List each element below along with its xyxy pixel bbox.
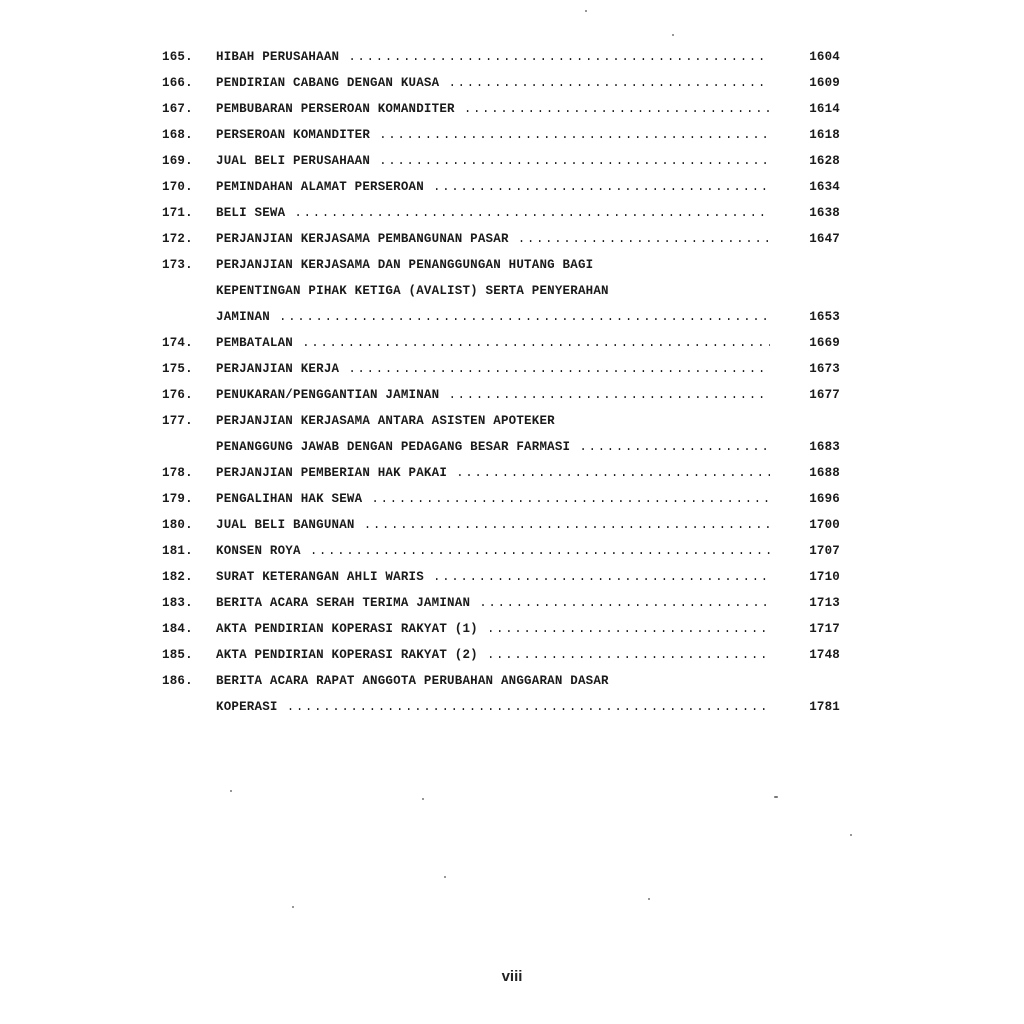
- toc-entry-number: 171.: [162, 206, 193, 220]
- toc-line: [162, 382, 850, 408]
- toc-entry-title: BERITA ACARA RAPAT ANGGOTA PERUBAHAN ANGGARAN DASAR: [216, 674, 609, 688]
- scan-speck: [672, 34, 674, 36]
- toc-entry-number: 168.: [162, 128, 193, 142]
- toc-line: [162, 148, 850, 174]
- toc-entry-number: 172.: [162, 232, 193, 246]
- toc-line: [162, 434, 850, 460]
- toc-entry-title: KONSEN ROYA .....: [216, 538, 770, 564]
- toc-entry-page: 1717: [809, 622, 840, 636]
- toc-entry-number: 177.: [162, 414, 193, 428]
- toc-entry-page: 1614: [809, 102, 840, 116]
- toc-entry-title: SURAT KETERANGAN AHLI WARIS .....: [216, 564, 770, 590]
- toc-entry-number: 176.: [162, 388, 193, 402]
- toc-entry-page: 1713: [809, 596, 840, 610]
- toc-entry-number: 175.: [162, 362, 193, 376]
- toc-entry-number: 180.: [162, 518, 193, 532]
- toc-entry-number: 185.: [162, 648, 193, 662]
- toc-line: [162, 252, 850, 278]
- toc-entry-number: 170.: [162, 180, 193, 194]
- toc-entry-title: PERJANJIAN PEMBERIAN HAK PAKAI .....: [216, 460, 770, 486]
- toc-entry-number: 183.: [162, 596, 193, 610]
- toc-entry-number: 179.: [162, 492, 193, 506]
- toc-entry-page: 1628: [809, 154, 840, 168]
- toc-line: [162, 226, 850, 252]
- toc-entry-page: 1604: [809, 50, 840, 64]
- toc-entry-page: 1609: [809, 76, 840, 90]
- toc-entry-page: 1618: [809, 128, 840, 142]
- toc-entry-page: 1647: [809, 232, 840, 246]
- toc-line: [162, 668, 850, 694]
- toc-entry-number: 182.: [162, 570, 193, 584]
- toc-entry-title: PERJANJIAN KERJASAMA ANTARA ASISTEN APOTEKER: [216, 414, 555, 428]
- toc-entry-number: 166.: [162, 76, 193, 90]
- toc-entry-page: 1683: [809, 440, 840, 454]
- toc-line: [162, 200, 850, 226]
- toc-line: [162, 486, 850, 512]
- toc-line: [162, 174, 850, 200]
- toc-line: [162, 460, 850, 486]
- toc-line: [162, 564, 850, 590]
- toc-entry-title: PENGALIHAN HAK SEWA .....: [216, 486, 770, 512]
- toc-entry-title: PENDIRIAN CABANG DENGAN KUASA .....: [216, 70, 770, 96]
- toc-entry-title: KEPENTINGAN PIHAK KETIGA (AVALIST) SERTA PENYERAHAN: [216, 284, 609, 298]
- toc-entry-title: PERJANJIAN KERJASAMA DAN PENANGGUNGAN HUTANG BAGI: [216, 258, 594, 272]
- toc-entry-title: BELI SEWA .....: [216, 200, 770, 226]
- toc-entry-page: 1677: [809, 388, 840, 402]
- toc-entry-page: 1669: [809, 336, 840, 350]
- toc-entry-title: PEMBUBARAN PERSEROAN KOMANDITER .....: [216, 96, 770, 122]
- toc-entry-title: PEMBATALAN .....: [216, 330, 770, 356]
- toc-line: [162, 356, 850, 382]
- toc-entry-number: 169.: [162, 154, 193, 168]
- toc-entry-title: PERJANJIAN KERJA .....: [216, 356, 770, 382]
- scan-speck: [850, 834, 852, 836]
- toc-line: [162, 590, 850, 616]
- toc-entry-number: 165.: [162, 50, 193, 64]
- toc-line: [162, 122, 850, 148]
- scan-speck: [444, 876, 446, 878]
- toc-entry-title: KOPERASI .....: [216, 694, 770, 720]
- toc-entry-title: BERITA ACARA SERAH TERIMA JAMINAN .....: [216, 590, 770, 616]
- toc-entry-page: 1638: [809, 206, 840, 220]
- table-of-contents: [162, 44, 850, 720]
- toc-entry-title: AKTA PENDIRIAN KOPERASI RAKYAT (2) .....: [216, 642, 770, 668]
- page-number-footer: viii: [501, 968, 523, 985]
- toc-entry-page: 1696: [809, 492, 840, 506]
- toc-entry-page: 1688: [809, 466, 840, 480]
- scan-speck: [230, 790, 232, 792]
- toc-entry-title: PEMINDAHAN ALAMAT PERSEROAN .....: [216, 174, 770, 200]
- scan-speck: [422, 798, 424, 800]
- toc-entry-number: 186.: [162, 674, 193, 688]
- toc-entry-page: 1781: [809, 700, 840, 714]
- toc-entry-title: PENANGGUNG JAWAB DENGAN PEDAGANG BESAR FARMASI .....: [216, 434, 770, 460]
- toc-entry-page: 1707: [809, 544, 840, 558]
- toc-entry-title: AKTA PENDIRIAN KOPERASI RAKYAT (1) .....: [216, 616, 770, 642]
- toc-entry-title: JAMINAN .....: [216, 304, 770, 330]
- toc-entry-title: JUAL BELI BANGUNAN .....: [216, 512, 770, 538]
- scan-speck: [292, 906, 294, 908]
- toc-line: [162, 408, 850, 434]
- toc-entry-page: 1653: [809, 310, 840, 324]
- toc-line: [162, 70, 850, 96]
- toc-line: [162, 304, 850, 330]
- scan-speck: [585, 10, 587, 12]
- toc-line: [162, 278, 850, 304]
- scan-speck: [648, 898, 650, 900]
- toc-entry-number: 181.: [162, 544, 193, 558]
- toc-entry-page: 1634: [809, 180, 840, 194]
- toc-line: [162, 330, 850, 356]
- toc-entry-number: 167.: [162, 102, 193, 116]
- toc-line: [162, 694, 850, 720]
- scan-speck: [774, 796, 778, 798]
- toc-line: [162, 96, 850, 122]
- toc-entry-title: HIBAH PERUSAHAAN .....: [216, 44, 770, 70]
- toc-entry-number: 178.: [162, 466, 193, 480]
- toc-entry-title: JUAL BELI PERUSAHAAN .....: [216, 148, 770, 174]
- toc-line: [162, 616, 850, 642]
- toc-entry-number: 173.: [162, 258, 193, 272]
- toc-entry-number: 184.: [162, 622, 193, 636]
- toc-line: [162, 642, 850, 668]
- toc-entry-title: PERJANJIAN KERJASAMA PEMBANGUNAN PASAR .....: [216, 226, 770, 252]
- toc-entry-title: PENUKARAN/PENGGANTIAN JAMINAN .....: [216, 382, 770, 408]
- toc-line: [162, 512, 850, 538]
- toc-line: [162, 538, 850, 564]
- toc-entry-page: 1748: [809, 648, 840, 662]
- toc-entry-page: 1710: [809, 570, 840, 584]
- toc-entry-number: 174.: [162, 336, 193, 350]
- toc-entry-title: PERSEROAN KOMANDITER .....: [216, 122, 770, 148]
- toc-line: [162, 44, 850, 70]
- toc-entry-page: 1700: [809, 518, 840, 532]
- toc-entry-page: 1673: [809, 362, 840, 376]
